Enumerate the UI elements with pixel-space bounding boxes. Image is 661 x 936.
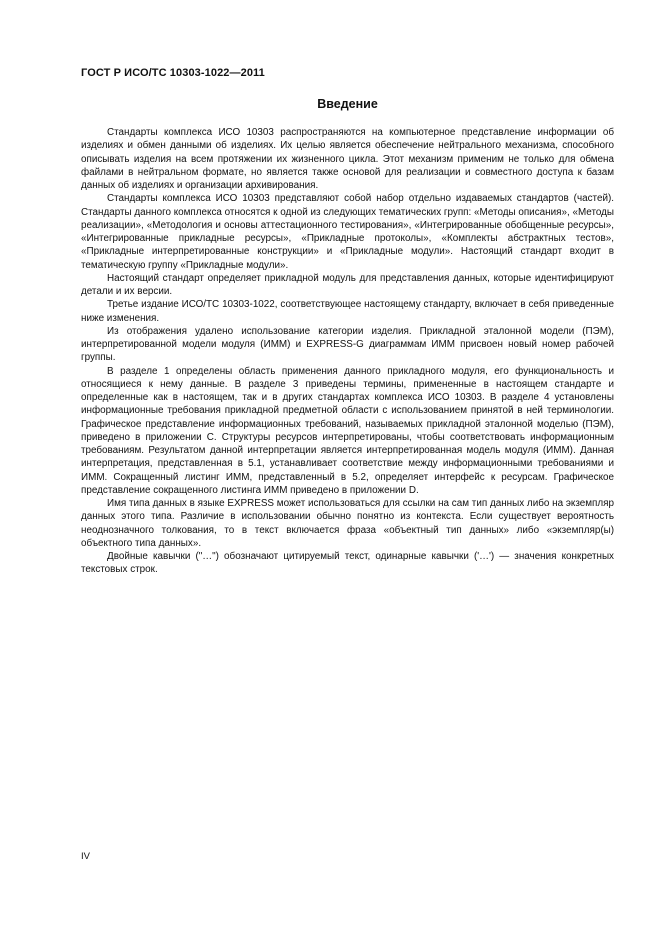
paragraph-6: В разделе 1 определены область применения данного прикладного модуля, его функциональность и относящиеся к нему данные. В разделе 3 приведены термины, примененные в настоящем стандарте и определенные как в настоящем, так и в других стандартах комплекса ИСО 10303. В разделе 4 установлены информационные требования прикладной предметной области с использованием принятой в ней терминологии. Графическое представление информационных требований, называемых прикладной эталонной моделью (ПЭМ), приведено в приложении С. Структуры ресурсов интерпретированы, чтобы соответствовать информационным требованиям. Результатом данной интерпретации является интерпретированная модель модуля (ИММ). Данная интерпретация, представленная в 5.1, устанавливает соответствие между информационными требованиями и ИММ. Сокращенный листинг ИММ, представленный в 5.2, определяет интерфейс к ресурсам. Графическое представление сокращенного листинга ИММ приведено в приложении D. [81, 365, 614, 496]
paragraph-5: Из отображения удалено использование категории изделия. Прикладной эталонной модели (ПЭМ), интерпретированной модели модуля (ИММ) и EXPRESS-G диаграммам ИММ присвоен новый номер рабочей группы. [81, 325, 614, 364]
paragraph-2: Стандарты комплекса ИСО 10303 представляют собой набор отдельно издаваемых стандартов (частей). Стандарты данного комплекса относятся к одной из следующих тематических групп: «Методы описания», «Методы реализации», «Методология и основы аттестационного тестирования», «Интегрированные обобщенные ресурсы», «Интегрированные прикладные ресурсы», «Прикладные протоколы», «Комплекты абстрактных тестов», «Прикладные интерпретированные конструкции» и «Прикладные модули». Настоящий стандарт входит в тематическую группу «Прикладные модули». [81, 193, 614, 271]
body-text [81, 126, 614, 577]
document-code-header: ГОСТ Р ИСО/ТС 10303-1022—2011 [81, 67, 265, 79]
page-number: IV [81, 851, 90, 862]
paragraph-8: Двойные кавычки ("…") обозначают цитируемый текст, одинарные кавычки ('…') — значения конкретных текстовых строк. [81, 551, 614, 576]
section-title: Введение [317, 97, 378, 111]
paragraph-7: Имя типа данных в языке EXPRESS может использоваться для ссылки на сам тип данных либо на экземпляр данных этого типа. Различие в использовании обычно понятно из контекста. Если существует вероятность неоднозначного толкования, то в текст включается фраза «объектный тип данных» либо «экземпляр(ы) объектного типа данных». [81, 498, 614, 549]
paragraph-1: Стандарты комплекса ИСО 10303 распространяются на компьютерное представление информации об изделиях и обмен данными об изделиях. Их целью является обеспечение нейтрального механизма, способного описывать изделия на всем протяжении их жизненного цикла. Этот механизм применим не только для обмена файлами в нейтральном формате, но является также основой для реализации и совместного доступа к базам данных об изделиях и организации архивирования. [81, 127, 614, 191]
paragraph-3: Настоящий стандарт определяет прикладной модуль для представления данных, которые идентифицируют детали и их версии. [81, 272, 614, 297]
paragraph-4: Третье издание ИСО/ТС 10303-1022, соответствующее настоящему стандарту, включает в себя приведенные ниже изменения. [81, 299, 614, 324]
